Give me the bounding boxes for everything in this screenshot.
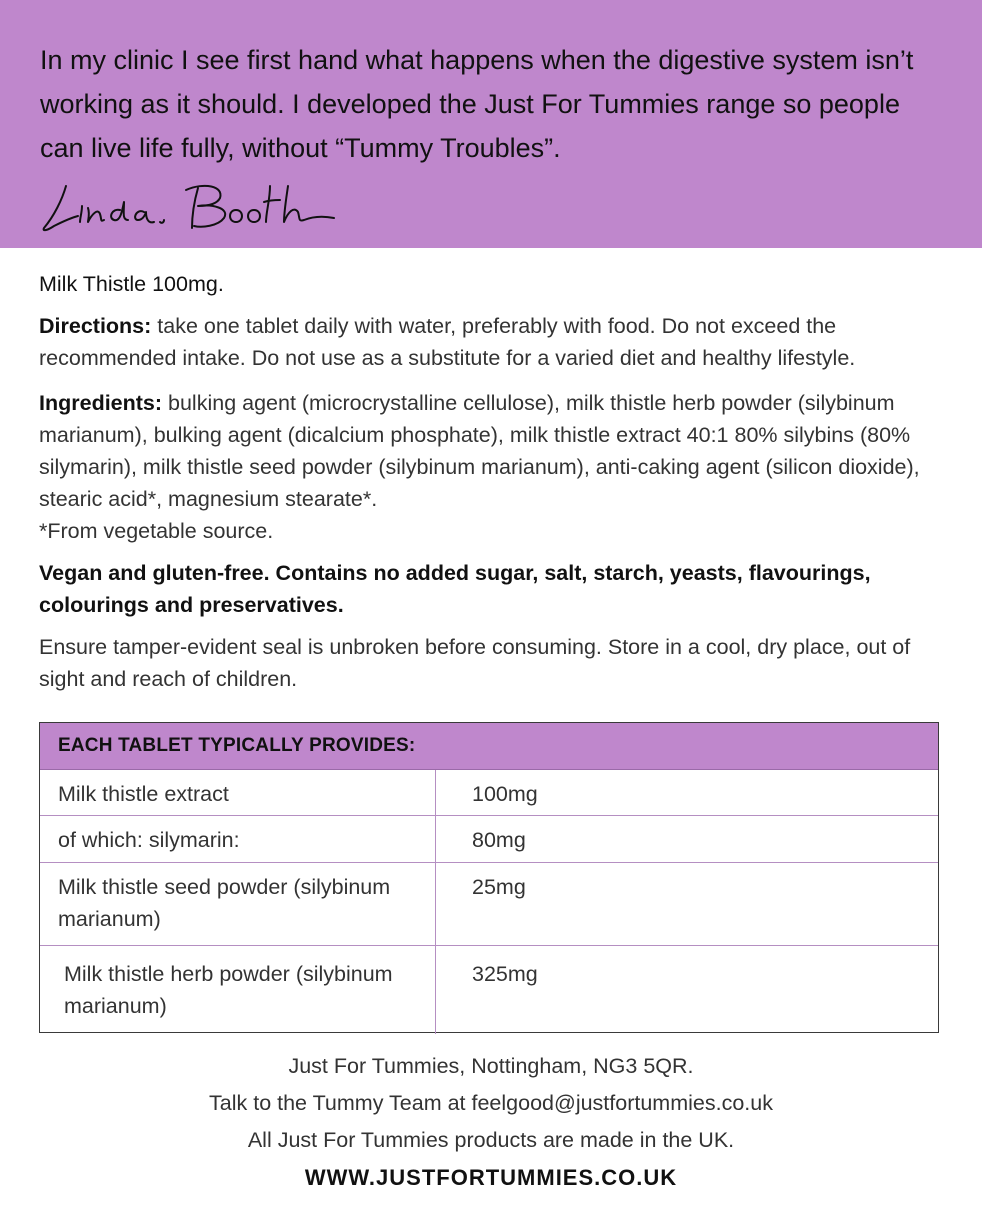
directions-text: take one tablet daily with water, preferably with food. Do not exceed the recommended intake. Do not use as a substitute for a varied diet and healthy lifestyle.: [39, 314, 856, 370]
directions-paragraph: [39, 310, 944, 374]
contact-line: Talk to the Tummy Team at feelgood@justfortummies.co.uk: [209, 1091, 773, 1115]
ingredients-paragraph: [39, 387, 944, 547]
storage-note: Ensure tamper-evident seal is unbroken before consuming. Store in a cool, dry place, out of sight and reach of children.: [39, 635, 911, 691]
company-address: Just For Tummies, Nottingham, NG3 5QR.: [288, 1054, 694, 1078]
table-row: [40, 816, 938, 863]
amount-cell: 25mg: [472, 875, 526, 899]
dietary-note: Vegan and gluten-free. Contains no added sugar, salt, starch, yeasts, flavourings, colourings and preservatives.: [39, 561, 871, 617]
table-row: [40, 863, 938, 946]
table-row: [40, 770, 938, 816]
ingredients-label: Ingredients:: [39, 391, 163, 415]
website-link[interactable]: WWW.JUSTFORTUMMIES.CO.UK: [304, 1165, 678, 1190]
ingredient-name-cell: Milk thistle extract: [40, 770, 436, 815]
founder-quote: In my clinic I see first hand what happens when the digestive system isn’t working as it should. I developed the Just For Tummies range so people can live life fully, without “Tummy Troubles”.: [40, 45, 914, 163]
ingredient-name-cell: Milk thistle herb powder (silybinum marianum): [40, 946, 436, 1034]
signature-image: [36, 172, 336, 242]
product-name: Milk Thistle 100mg.: [39, 272, 224, 296]
company-footer: [0, 1048, 982, 1196]
ingredient-name-cell: Milk thistle seed powder (silybinum marianum): [40, 863, 436, 945]
amount-cell: 100mg: [472, 782, 538, 806]
nutrition-table: [39, 722, 939, 1033]
made-in-line: All Just For Tummies products are made in the UK.: [247, 1128, 735, 1152]
ingredients-text: bulking agent (microcrystalline cellulose), milk thistle herb powder (silybinum marianum), bulking agent (dicalcium phosphate), milk thistle extract 40:1 80% silybins (80% silymarin), milk thistle seed powder (silybinum marianum), anti-caking agent (silicon dioxide), stearic acid*, magnesium stearate*.: [39, 391, 920, 511]
directions-label: Directions:: [39, 314, 152, 338]
amount-cell: 325mg: [472, 962, 538, 986]
nutrition-table-header: EACH TABLET TYPICALLY PROVIDES:: [40, 723, 938, 770]
ingredient-name-cell: of which: silymarin:: [40, 816, 436, 862]
ingredients-footnote: *From vegetable source.: [39, 519, 274, 543]
quote-banner: [0, 0, 982, 248]
amount-cell: 80mg: [472, 828, 526, 852]
table-row: [40, 946, 938, 1034]
